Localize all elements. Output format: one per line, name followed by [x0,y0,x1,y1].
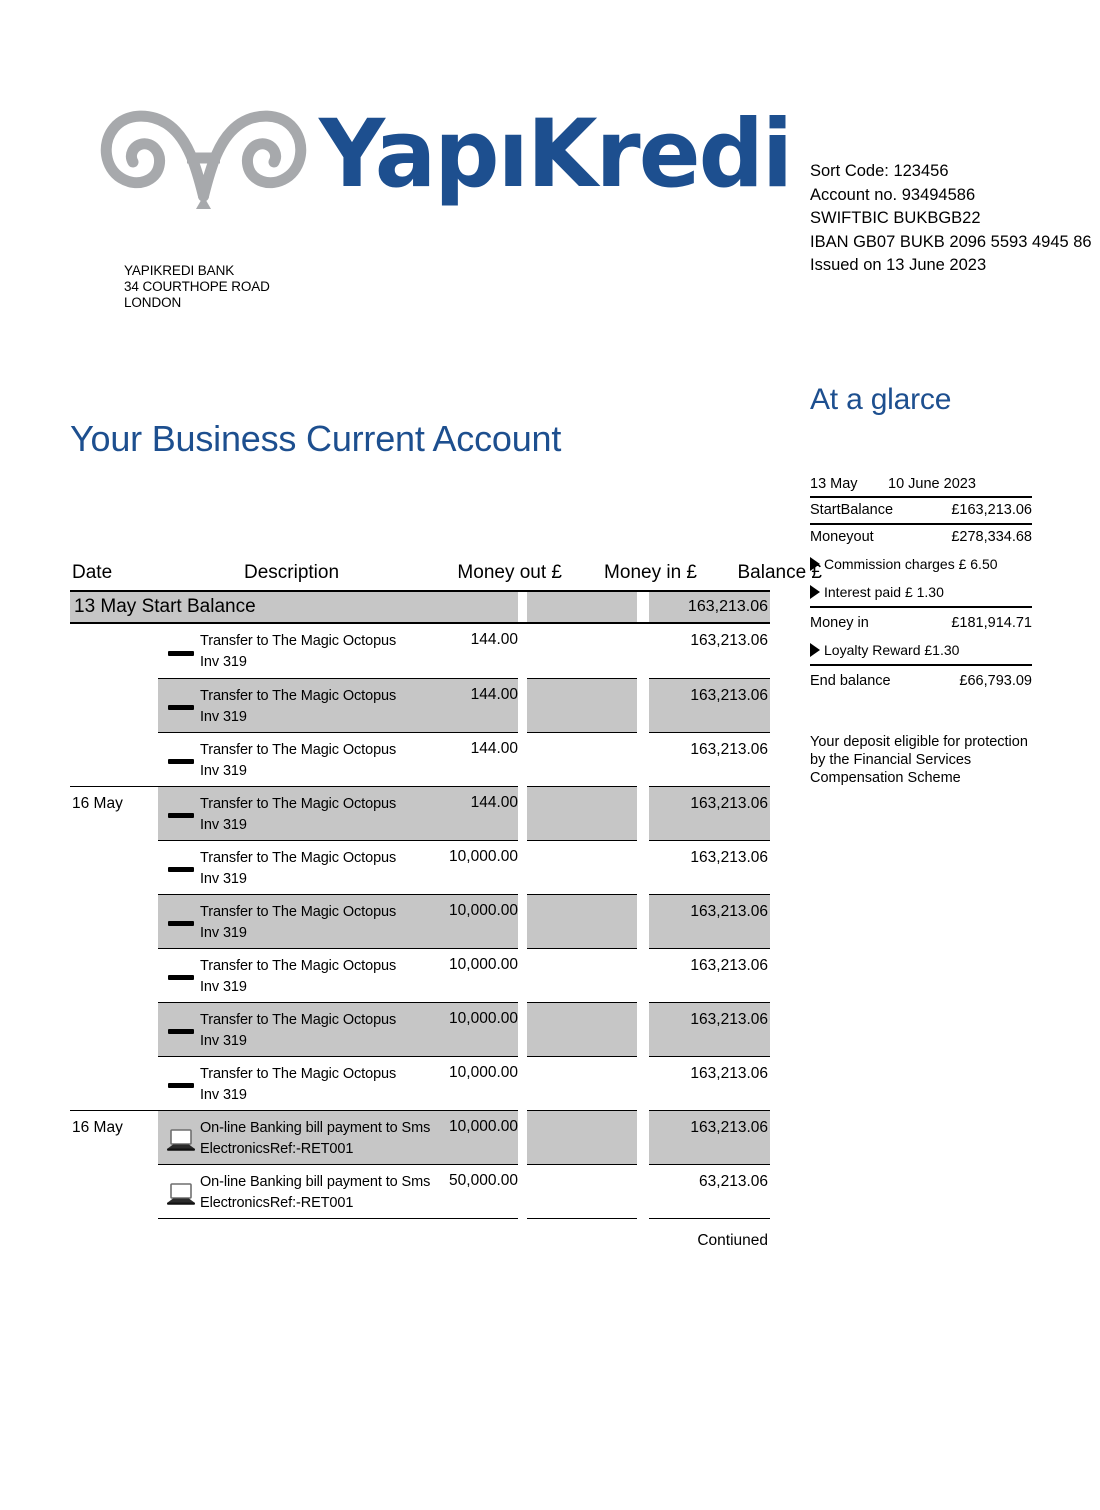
row-money-out: 50,000.00 [449,1172,518,1189]
row-money-in [527,624,637,678]
dash-icon [168,813,194,818]
dash-icon [162,787,200,840]
dash-icon [162,624,200,678]
row-money-in [527,1164,637,1218]
description-line-1: On-line Banking bill payment to Sms [200,1120,431,1136]
transaction-table [70,562,822,1250]
glance-end-balance-row [810,666,1032,694]
row-money-in [527,786,637,840]
row-balance: 163,213.06 [649,786,770,840]
description-line-2: Inv 319 [200,871,247,887]
description-line-1: Transfer to The Magic Octopus [200,1012,397,1028]
table-footer-rules [70,1218,770,1219]
start-balance-money-in [527,592,637,622]
row-money-in [527,948,637,1002]
glance-start-balance-value: £163,213.06 [951,502,1032,518]
brand-wordmark: YapıKredi [319,100,792,209]
table-row [70,840,770,894]
row-description-cell [158,894,518,948]
column-header-description: Description [244,562,340,583]
row-money-out: 144.00 [470,631,518,648]
column-header-balance: Balance £ [737,562,822,583]
description-line-2: Inv 319 [200,979,247,995]
bank-city-line: LONDON [124,295,182,310]
table-row [70,948,770,1002]
glance-period-row [810,475,1032,498]
row-date [70,840,158,894]
start-balance-amount: 163,213.06 [649,592,770,622]
row-money-out: 10,000.00 [449,956,518,973]
bank-address [124,263,270,311]
transaction-rows [70,624,770,1218]
row-balance: 163,213.06 [649,948,770,1002]
bank-name-line: YAPIKREDI BANK [124,263,235,278]
row-money-in [527,1002,637,1056]
dash-icon [168,975,194,980]
row-balance: 163,213.06 [649,1056,770,1110]
glance-commission-row [810,550,1032,578]
page-title: Your Business Current Account [70,418,562,459]
dash-icon [168,867,194,872]
glance-loyalty-label: Loyalty Reward £1.30 [824,642,960,658]
description-line-2: Inv 319 [200,1033,247,1049]
dash-icon [162,949,200,1002]
glance-period-from: 13 May [810,476,858,492]
glance-commission-label: Commission charges £ 6.50 [824,556,998,572]
table-row [70,1056,770,1110]
row-description-cell [158,624,518,678]
table-row [70,624,770,678]
dash-icon [162,679,200,732]
dash-icon [162,895,200,948]
row-date [70,1164,158,1218]
glance-money-in-row [810,608,1032,636]
fscs-protection-note: Your deposit eligible for protection by the Financial Services Compensation Scheme [810,734,1028,786]
row-balance: 63,213.06 [649,1164,770,1218]
dash-icon [162,841,200,894]
row-description-cell [158,678,518,732]
glance-end-balance-label: End balance [810,673,891,689]
row-money-in [527,840,637,894]
row-balance: 163,213.06 [649,1110,770,1164]
glance-end-balance-value: £66,793.09 [959,673,1032,689]
dash-icon [168,921,194,926]
description-line-1: Transfer to The Magic Octopus [200,796,397,812]
row-description-cell [158,786,518,840]
description-line-1: On-line Banking bill payment to Sms [200,1174,431,1190]
row-date: 16 May [70,786,158,840]
row-money-in [527,1110,637,1164]
row-balance: 163,213.06 [649,840,770,894]
row-date: 16 May [70,1110,158,1164]
dash-icon [162,1003,200,1056]
description-line-2: Inv 319 [200,817,247,833]
glance-money-out-row [810,525,1032,550]
row-description-cell [158,1056,518,1110]
row-date [70,624,158,678]
description-line-2: Inv 319 [200,763,247,779]
dash-icon [168,759,194,764]
laptop-icon [162,1111,200,1164]
row-description-cell [158,1002,518,1056]
description-line-2: Inv 319 [200,925,247,941]
dash-icon [168,1083,194,1088]
dash-icon [162,733,200,786]
row-balance: 163,213.06 [649,894,770,948]
column-header-money-in: Money in £ [604,562,697,583]
row-money-out: 10,000.00 [449,1064,518,1081]
table-row [70,1110,770,1164]
laptop-icon [162,1165,200,1218]
description-line-1: Transfer to The Magic Octopus [200,850,397,866]
start-balance-row [70,590,770,624]
glance-start-balance-row [810,498,1032,525]
row-money-out: 10,000.00 [449,1010,518,1027]
column-header-money-out: Money out £ [457,562,562,583]
row-money-out: 144.00 [470,740,518,757]
table-row [70,894,770,948]
at-a-glance-title: At a glarce [810,383,952,416]
description-line-1: Transfer to The Magic Octopus [200,958,397,974]
dash-icon [168,1029,194,1034]
dash-icon [168,651,194,656]
description-line-1: Transfer to The Magic Octopus [200,904,397,920]
row-money-out: 144.00 [470,686,518,703]
row-balance: 163,213.06 [649,1002,770,1056]
row-date [70,732,158,786]
description-line-2: Inv 319 [200,654,247,670]
table-row [70,1002,770,1056]
brand-logo [96,96,806,214]
glance-interest-label: Interest paid £ 1.30 [824,584,944,600]
row-money-out: 10,000.00 [449,848,518,865]
row-balance: 163,213.06 [690,632,768,649]
table-row [70,786,770,840]
row-date [70,1002,158,1056]
row-money-in [527,678,637,732]
dash-icon [162,1057,200,1110]
glance-money-in-value: £181,914.71 [951,615,1032,631]
iban-line: IBAN GB07 BUKB 2096 5593 4945 86 [810,232,1092,251]
description-line-2: Inv 319 [200,1087,247,1103]
row-balance: 163,213.06 [649,732,770,786]
table-row [70,732,770,786]
statement-header [0,0,1100,330]
row-date [70,894,158,948]
row-description-cell [158,1110,518,1164]
row-balance: 163,213.06 [649,678,770,732]
table-row [70,1164,770,1218]
glance-money-out-label: Moneyout [810,529,874,545]
row-date [70,1056,158,1110]
row-date [70,948,158,1002]
account-number-line: Account no. 93494586 [810,185,976,204]
triangle-bullet-icon [810,643,820,657]
row-money-in [527,1056,637,1110]
glance-interest-row [810,578,1032,608]
account-details [810,160,1092,278]
dash-icon [168,705,194,710]
description-line-1: Transfer to The Magic Octopus [200,1066,397,1082]
row-money-out: 144.00 [470,794,518,811]
row-money-out: 10,000.00 [449,1118,518,1135]
glance-start-balance-label: StartBalance [810,502,894,518]
row-money-in [527,894,637,948]
glance-money-out-value: £278,334.68 [951,529,1032,545]
sort-code-line: Sort Code: 123456 [810,162,949,180]
glance-loyalty-row [810,636,1032,666]
row-money-out: 10,000.00 [449,902,518,919]
glance-period-to: 10 June 2023 [888,476,976,492]
description-line-1: Transfer to The Magic Octopus [200,688,397,704]
table-header-row [70,562,822,590]
description-line-2: ElectronicsRef:-RET001 [200,1195,354,1211]
column-header-date: Date [72,562,113,583]
triangle-bullet-icon [810,585,820,599]
row-date [70,678,158,732]
at-a-glance-panel [810,383,1032,694]
description-line-1: Transfer to The Magic Octopus [200,633,397,649]
row-money-in [527,732,637,786]
row-description-cell [158,732,518,786]
row-description-cell [158,840,518,894]
table-row [70,678,770,732]
description-line-2: ElectronicsRef:-RET001 [200,1141,354,1157]
issued-on-line: Issued on 13 June 2023 [810,256,987,274]
row-description-cell [158,948,518,1002]
glance-money-in-label: Money in [810,615,869,631]
description-line-2: Inv 319 [200,709,247,725]
description-line-1: Transfer to The Magic Octopus [200,742,397,758]
start-balance-label: 13 May Start Balance [70,592,518,622]
swift-bic-line: SWIFTBIC BUKBGB22 [810,209,981,227]
continued-label: Contiuned [697,1232,768,1249]
bank-street-line: 34 COURTHOPE ROAD [124,279,270,294]
row-description-cell [158,1164,518,1218]
ram-head-double-spiral-icon [96,96,311,214]
